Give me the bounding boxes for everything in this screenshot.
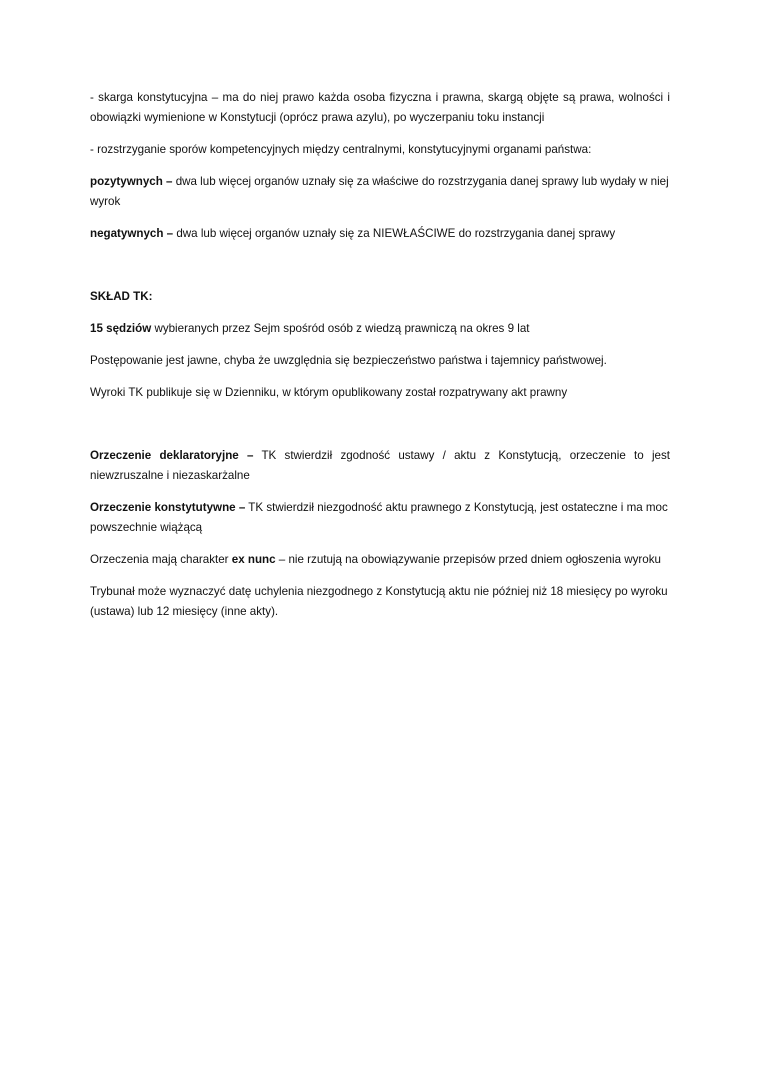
bold-term: pozytywnych – <box>90 175 173 188</box>
spacer <box>90 256 670 287</box>
paragraph-text: Postępowanie jest jawne, chyba że uwzględnia się bezpieczeństwo państwa i tajemnicy państwowej. <box>90 354 607 367</box>
paragraph-postepowanie-jawne <box>90 351 670 371</box>
paragraph-wyroki-tk <box>90 383 670 403</box>
paragraph-skarga-konstytucyjna <box>90 88 670 128</box>
paragraph-pozytywnych <box>90 172 670 212</box>
paragraph-ex-nunc <box>90 550 670 570</box>
paragraph-orzeczenie-deklaratoryjne <box>90 446 670 486</box>
paragraph-text: Orzeczenia mają charakter <box>90 553 232 566</box>
bold-term: ex nunc <box>231 553 276 566</box>
bold-term: 15 sędziów <box>90 322 152 335</box>
paragraph-text: dwa lub więcej organów uznały się za NIEWŁAŚCIWE do rozstrzygania danej sprawy <box>173 227 616 240</box>
bold-term: negatywnych – <box>90 227 174 240</box>
paragraph-trybunal-data-uchylenia <box>90 582 670 622</box>
paragraph-15-sedziow <box>90 319 670 339</box>
paragraph-text: TK stwierdził zgodność ustawy / aktu z Konstytucją, orzeczenie to jest niewzruszalne i niezaskarżalne <box>90 449 670 482</box>
section-heading-sklad-tk <box>90 287 670 307</box>
paragraph-text: – nie rzutują na obowiązywanie przepisów przed dniem ogłoszenia wyroku <box>275 553 661 566</box>
spacer <box>90 415 670 446</box>
heading-text: SKŁAD TK: <box>90 290 153 303</box>
bold-term: Orzeczenie konstytutywne – <box>90 501 246 514</box>
paragraph-text: wybieranych przez Sejm spośród osób z wiedzą prawniczą na okres 9 lat <box>151 322 530 335</box>
paragraph-text: TK stwierdził niezgodność aktu prawnego z Konstytucją, jest ostateczne i ma moc powszechnie wiążącą <box>90 501 668 534</box>
paragraph-text: Trybunał może wyznaczyć datę uchylenia niezgodnego z Konstytucją aktu nie później niż 18 miesięcy po wyroku (ustawa) lub 12 miesięcy (inne akty). <box>90 585 668 618</box>
paragraph-text: Wyroki TK publikuje się w Dzienniku, w którym opublikowany został rozpatrywany akt prawny <box>90 386 568 399</box>
paragraph-spory-kompetencyjne <box>90 140 670 160</box>
paragraph-text: - skarga konstytucyjna – ma do niej prawo każda osoba fizyczna i prawna, skargą objęte są prawa, wolności i obowiązki wymienione w Konstytucji (oprócz prawa azylu), po wyczerpaniu toku instancji <box>90 91 670 124</box>
paragraph-text: dwa lub więcej organów uznały się za właściwe do rozstrzygania danej sprawy lub wydały w niej wyrok <box>90 175 669 208</box>
paragraph-orzeczenie-konstytutywne <box>90 498 670 538</box>
paragraph-negatywnych <box>90 224 670 244</box>
bold-term: Orzeczenie deklaratoryjne – <box>90 449 254 462</box>
paragraph-text: - rozstrzyganie sporów kompetencyjnych między centralnymi, konstytucyjnymi organami państwa: <box>90 143 592 156</box>
document-body <box>90 88 670 634</box>
